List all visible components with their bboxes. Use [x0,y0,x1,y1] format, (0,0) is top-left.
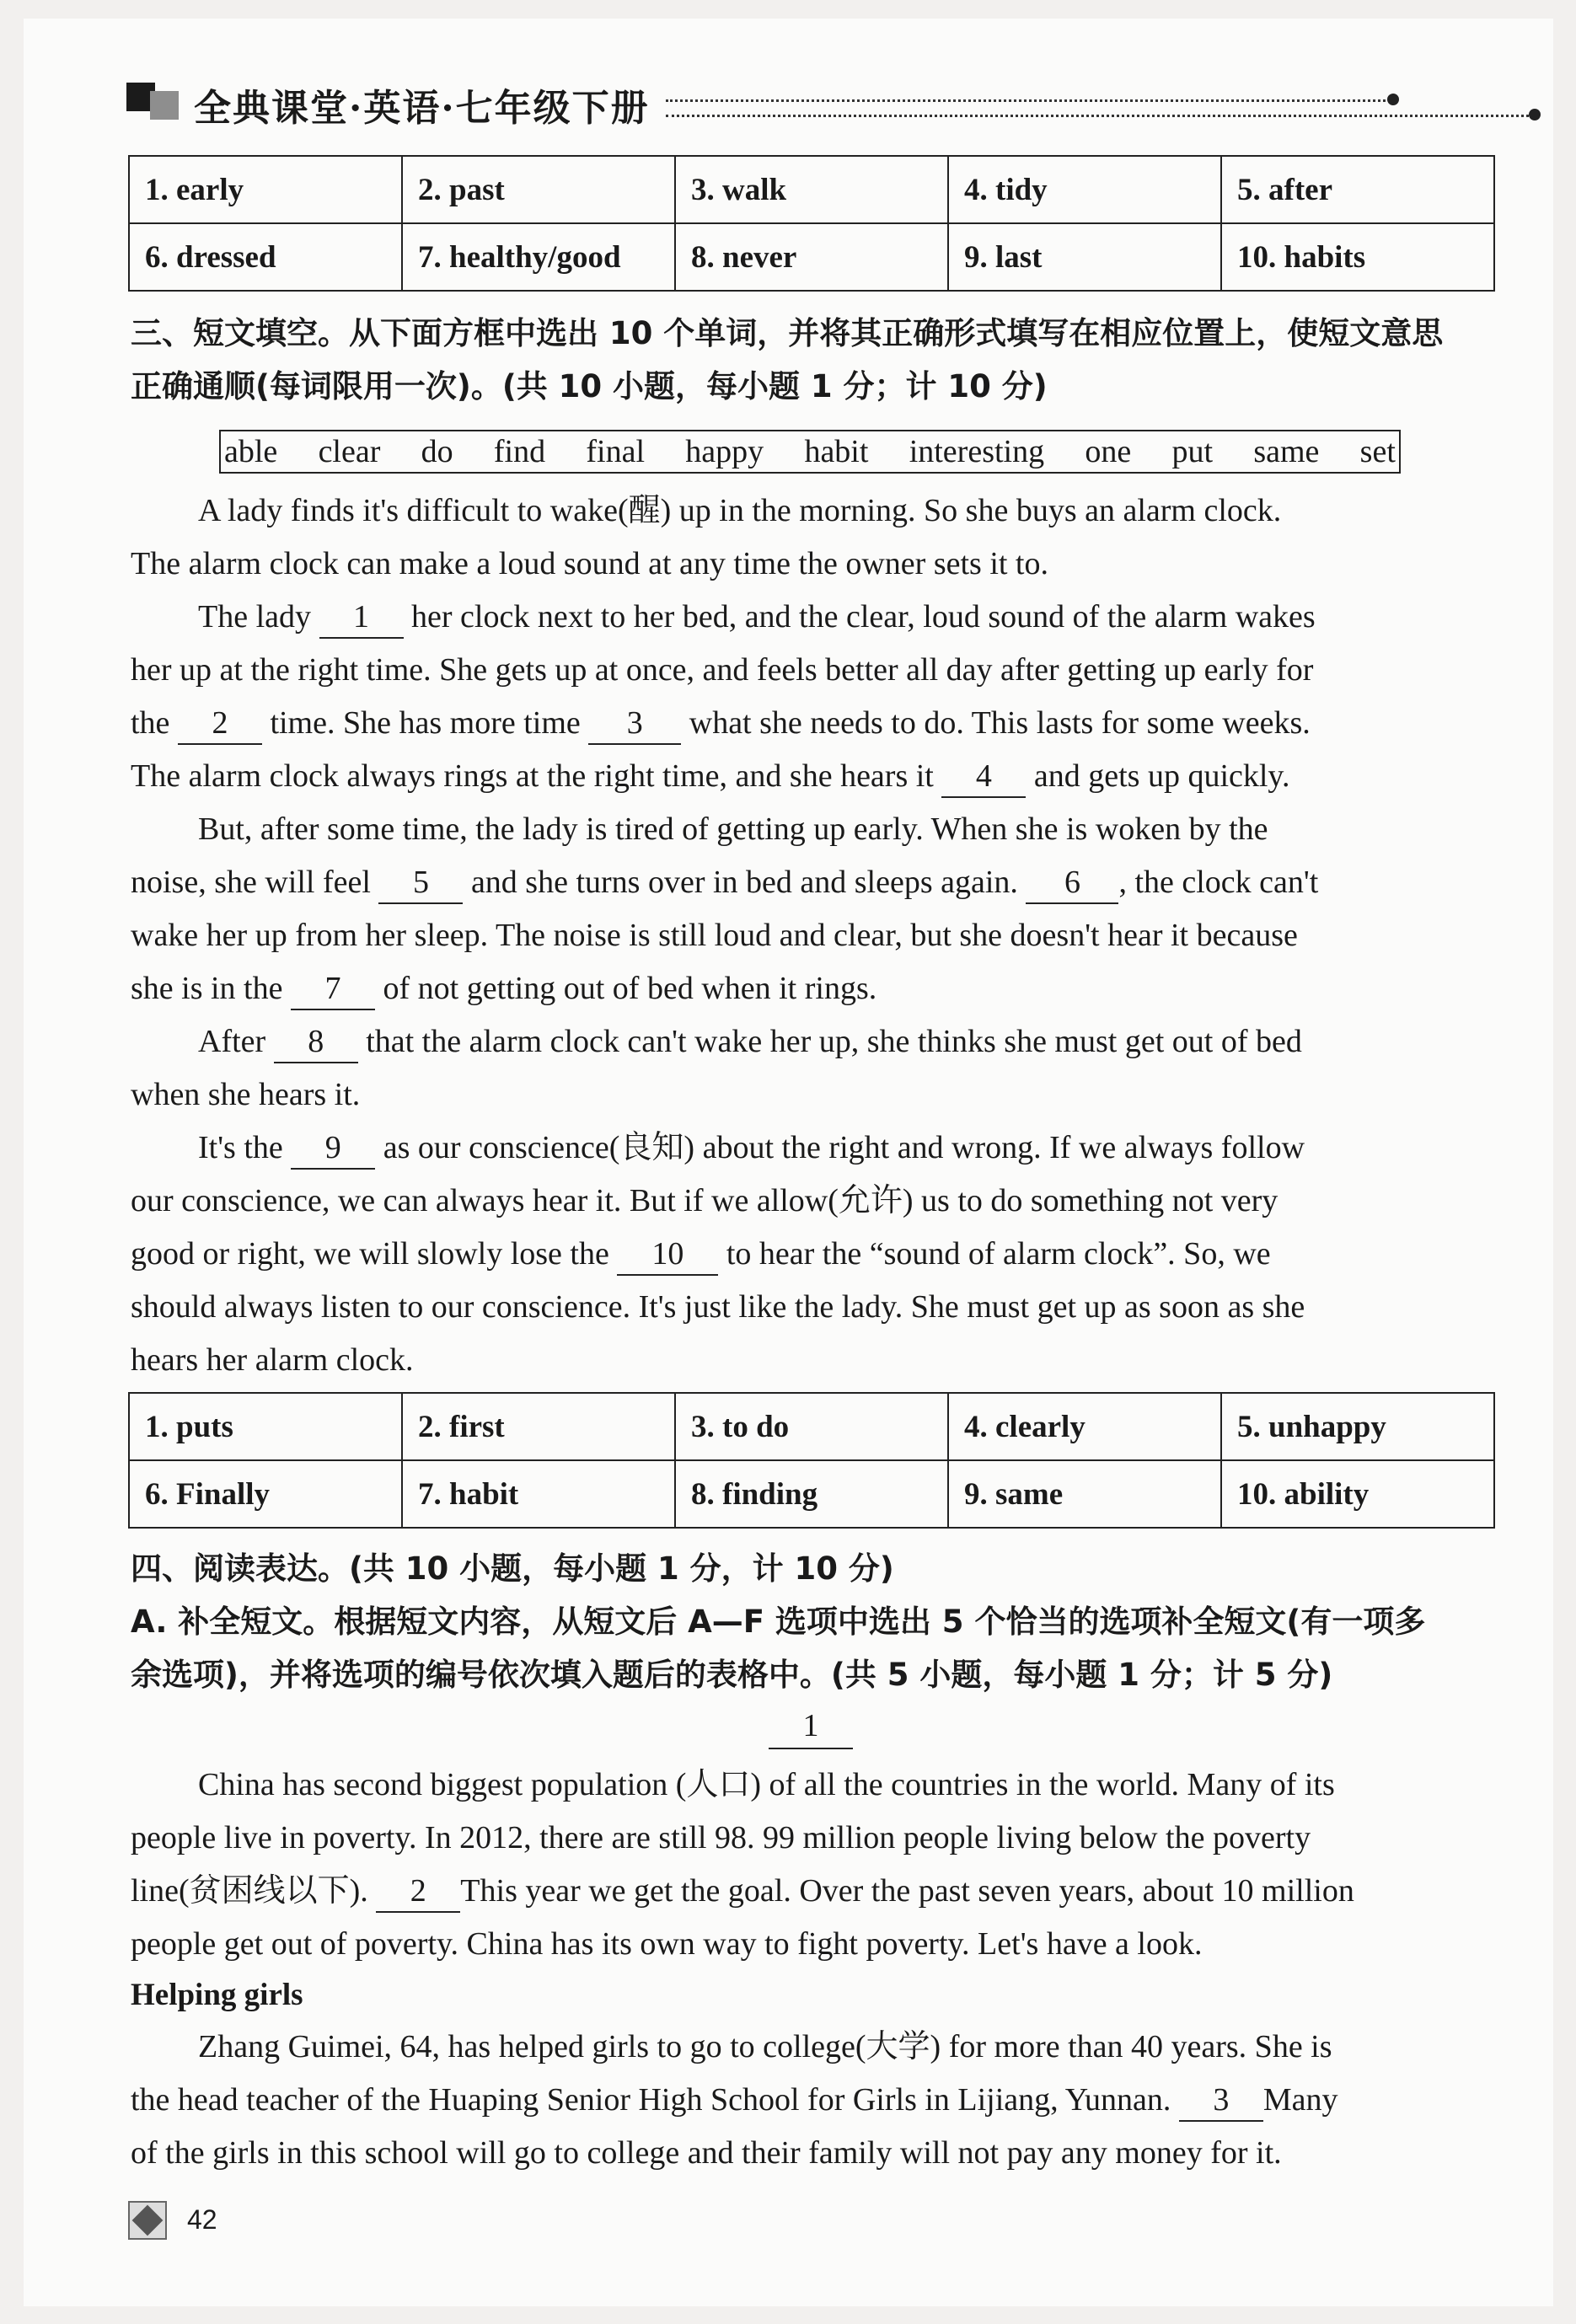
text-line: people live in poverty. In 2012, there are still 98. 99 million people living below the poverty [131,1820,1311,1855]
heading-line: 余选项)，并将选项的编号依次填入题后的表格中。(共 5 小题，每小题 1 分；计 5 分) [131,1657,1333,1693]
table-row [129,1393,1494,1460]
table-row [129,156,1494,223]
page-header [126,83,1424,133]
text-run: But, after some time, the lady is tired of getting up early. When she is woken by the [198,811,1268,847]
subheading: Helping girls [131,1978,303,2012]
answer-cell: 2. first [402,1393,675,1460]
blank-9: 9 [291,1127,375,1170]
answer-cell: 3. to do [675,1393,948,1460]
answer-cell: 10. ability [1221,1460,1494,1528]
paragraph [131,485,1496,538]
text-line: hears her alarm clock. [131,1342,414,1378]
word-bank-item: clear [318,434,381,469]
text-run: her clock next to her bed, and the clear, loud sound of the alarm wakes [411,599,1316,635]
word-bank-item: able [224,434,278,469]
header-dot [1529,109,1541,120]
heading-line: 四、阅读表达。(共 10 小题，每小题 1 分，计 10 分) [131,1550,894,1587]
paragraph [131,1122,1496,1175]
answer-cell: 10. habits [1221,223,1494,291]
header-title: 全典课堂·英语·七年级下册 [194,87,650,130]
word-bank-item: do [421,434,453,469]
heading-line: 三、短文填空。从下面方框中选出 10 个单词，并将其正确形式填写在相应位置上，使短文意思 [131,315,1444,351]
text-run: It's the [198,1130,283,1165]
page-number: 42 [187,2204,217,2235]
text-line: people get out of poverty. China has its own way to fight poverty. Let's have a look. [131,1926,1203,1962]
word-bank-item: final [586,434,646,469]
text-run: , the clock can't [1118,865,1319,900]
reading-passage-2 [131,2021,1496,2180]
answer-cell: 7. habit [402,1460,675,1528]
text-run: noise, she will feel [131,865,371,900]
reading-passage [131,1759,1496,1971]
word-bank-item: habit [804,434,869,469]
text-line [131,697,1496,750]
answer-cell: 9. same [948,1460,1221,1528]
text-line [131,856,1496,909]
text-run: line(贫困线以下). [131,1873,368,1909]
answer-table-1 [128,155,1495,292]
text-run: of not getting out of bed when it rings. [383,971,877,1006]
word-bank-item: same [1253,434,1320,469]
blank-2: 2 [376,1871,460,1913]
section-3-heading [131,307,1496,413]
text-line: of the girls in this school will go to college and their family will not pay any money for it. [131,2135,1282,2171]
word-bank [219,430,1401,474]
answer-table-2 [128,1392,1495,1529]
answer-cell: 3. walk [675,156,948,223]
text-line [131,1865,1496,1918]
paragraph [131,803,1496,856]
answer-cell: 1. puts [129,1393,402,1460]
text-run: that the alarm clock can't wake her up, she thinks she must get out of bed [366,1024,1302,1059]
text-run: The alarm clock always rings at the right time, and she hears it [131,758,934,794]
paragraph [131,2021,1496,2074]
word-bank-item: one [1085,434,1132,469]
answer-cell: 2. past [402,156,675,223]
text-run: what she needs to do. This lasts for some weeks. [689,705,1311,741]
text-run: the head teacher of the Huaping Senior High School for Girls in Lijiang, Yunnan. [131,2082,1171,2118]
section-4-heading [131,1542,1496,1701]
blank-8: 8 [274,1021,358,1063]
answer-cell: 6. Finally [129,1460,402,1528]
answer-cell: 5. unhappy [1221,1393,1494,1460]
text-run: good or right, we will slowly lose the [131,1236,609,1272]
text-line: The alarm clock can make a loud sound at any time the owner sets it to. [131,546,1048,581]
text-run: and she turns over in bed and sleeps again. [470,865,1018,900]
paragraph [131,1759,1496,1812]
text-line [131,1228,1496,1281]
text-run: to hear the “sound of alarm clock”. So, we [726,1236,1271,1272]
word-bank-item: interesting [909,434,1045,469]
text-line [131,962,1496,1015]
text-run: time. She has more time [270,705,581,741]
text-line: her up at the right time. She gets up at once, and feels better all day after getting up early for [131,652,1314,688]
table-row [129,223,1494,291]
blank-7: 7 [291,968,375,1010]
header-dotted-rule [666,99,1391,102]
blank-4: 4 [941,756,1026,798]
answer-cell: 1. early [129,156,402,223]
text-line [131,2074,1496,2127]
text-run: This year we get the goal. Over the past seven years, about 10 million [460,1873,1354,1909]
answer-cell: 5. after [1221,156,1494,223]
heading-line: A. 补全短文。根据短文内容，从短文后 A—F 选项中选出 5 个恰当的选项补全短文(有一项多 [131,1604,1426,1640]
text-line: should always listen to our conscience. It's just like the lady. She must get up as soon as she [131,1289,1305,1325]
word-bank-item: find [493,434,546,469]
answer-cell: 9. last [948,223,1221,291]
text-line: our conscience, we can always hear it. But if we allow(允许) us to do something not very [131,1183,1278,1218]
text-run: The lady [198,599,312,635]
blank-2: 2 [178,703,262,745]
header-square-gray [150,91,179,120]
text-run: Zhang Guimei, 64, has helped girls to go to college(大学) for more than 40 years. She is [198,2029,1332,2064]
answer-cell: 8. finding [675,1460,948,1528]
answer-cell: 4. clearly [948,1393,1221,1460]
text-run: the [131,705,170,741]
answer-cell: 7. healthy/good [402,223,675,291]
text-run: China has second biggest population (人口) of all the countries in the world. Many of its [198,1767,1335,1802]
text-run: Many [1262,2082,1338,2118]
paragraph [131,591,1496,644]
text-line: wake her up from her sleep. The noise is still loud and clear, but she doesn't hear it because [131,918,1298,953]
blank-3: 3 [1179,2080,1263,2122]
text-line: A lady finds it's difficult to wake(醒) up in the morning. So she buys an alarm clock. [198,493,1282,528]
word-bank-item: set [1359,434,1396,469]
blank-10: 10 [617,1234,718,1276]
header-dot [1387,94,1399,105]
title-blank-1: 1 [769,1704,853,1749]
header-dotted-rule [666,115,1534,117]
answer-cell: 6. dressed [129,223,402,291]
answer-cell: 4. tidy [948,156,1221,223]
text-run: she is in the [131,971,283,1006]
blank-3: 3 [588,703,681,745]
heading-line: 正确通顺(每词限用一次)。(共 10 小题，每小题 1 分；计 10 分) [131,368,1048,404]
blank-1: 1 [319,597,404,639]
table-row [129,1460,1494,1528]
word-bank-item: put [1171,434,1214,469]
paragraph [131,1015,1496,1068]
blank-6: 6 [1026,862,1118,904]
answer-cell: 8. never [675,223,948,291]
text-run: and gets up quickly. [1033,758,1290,794]
text-line [131,750,1496,803]
text-run: as our conscience(良知) about the right and wrong. If we always follow [383,1130,1305,1165]
word-bank-item: happy [685,434,764,469]
cloze-passage [131,485,1496,1387]
blank-5: 5 [378,862,463,904]
text-line: when she hears it. [131,1077,361,1112]
text-run: After [198,1024,266,1059]
